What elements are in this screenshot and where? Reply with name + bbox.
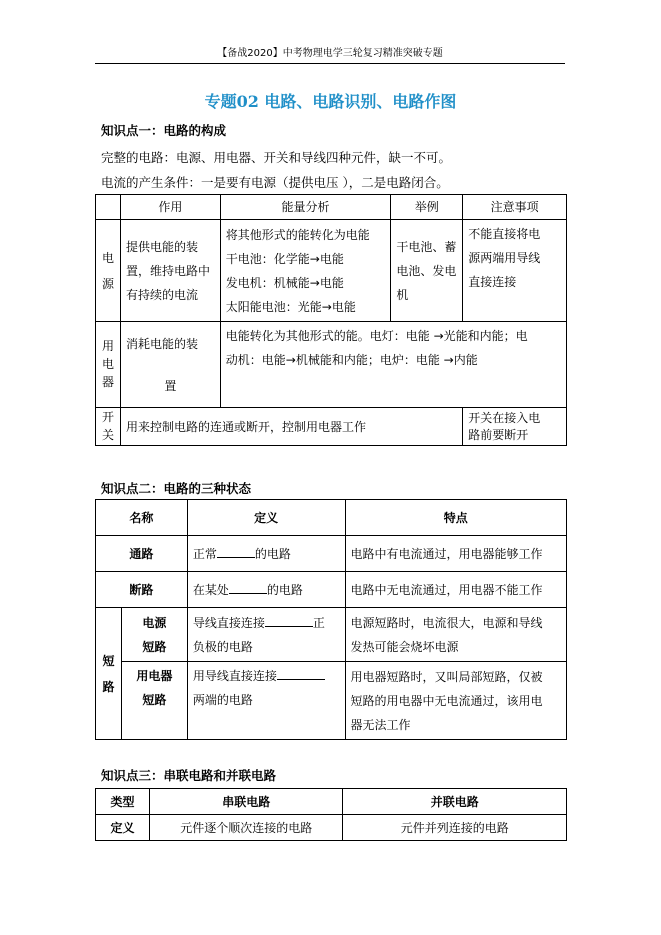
header-cell: 定义 [187,500,345,536]
name-open: 断路 [96,572,188,608]
row-label-short: 短路 [96,608,122,740]
row-label-switch: 开关 [96,408,121,446]
header-cell: 名称 [96,500,188,536]
source-function: 提供电能的装 置，维持电路中 有持续的电流 [121,220,221,322]
source-energy: 将其他形式的能转化为电能 干电池：化学能→电能 发电机：机械能→电能 太阳能电池：光能→电能 [220,220,391,322]
table-row-definition [96,815,567,841]
name-normal: 通路 [96,536,188,572]
table-row-device-short [96,662,567,740]
def-open: 在某处 的电路 [187,572,345,608]
table-header-row [96,789,567,815]
table-row-consumer [96,322,567,408]
circuit-components-table [95,194,567,446]
header-cell: 类型 [96,789,150,815]
table-row-open [96,572,567,608]
series-definition: 元件逐个顺次连接的电路 [149,815,343,841]
table-row-normal [96,536,567,572]
page-title: 专题02 电路、电路识别、电路作图 [204,92,457,111]
header-cell [96,195,121,220]
feature-open: 电路中无电流通过，用电器不能工作 [345,572,566,608]
consumer-function: 消耗电能的装 置 [121,322,221,408]
header-cell: 注意事项 [463,195,567,220]
def-normal: 正常 的电路 [187,536,345,572]
table-row-source [96,220,567,322]
kp2-heading: 知识点二：电路的三种状态 [101,481,252,496]
source-note: 不能直接将电 源两端用导线 直接连接 [463,220,567,322]
header-cell: 能量分析 [220,195,391,220]
row-label-source: 电源 [96,220,121,322]
circuit-states-table [95,499,567,740]
consumer-energy: 电能转化为其他形式的能。电灯：电能 →光能和内能；电 动机：电能→机械能和内能；电炉：电能 →内能 [220,322,566,408]
def-device-short: 用导线直接连接 两端的电路 [187,662,345,740]
kp1-heading: 知识点一：电路的构成 [101,123,227,138]
header-cell: 串联电路 [149,789,343,815]
parallel-definition: 元件并列连接的电路 [343,815,567,841]
series-parallel-table [95,788,567,841]
header-cell: 并联电路 [343,789,567,815]
table-header-row [96,500,567,536]
switch-function: 用来控制电路的连通或断开，控制用电器工作 [121,408,463,446]
name-device-short: 用电器 短路 [121,662,187,740]
header-cell: 举例 [391,195,463,220]
header-cell: 特点 [345,500,566,536]
kp1-paragraph-2: 电流的产生条件：一是要有电源（提供电压 ），二是电路闭合。 [101,175,449,190]
table-row-switch [96,408,567,446]
feature-normal: 电路中有电流通过，用电器能够工作 [345,536,566,572]
row-label-definition: 定义 [96,815,150,841]
source-example: 干电池、蓄 电池、发电 机 [391,220,463,322]
name-source-short: 电源 短路 [121,608,187,662]
def-source-short: 导线直接连接 正 负极的电路 [187,608,345,662]
feature-source-short: 电源短路时，电流很大，电源和导线 发热可能会烧坏电源 [345,608,566,662]
row-label-consumer: 用电器 [96,322,121,408]
table-row-source-short [96,608,567,662]
kp1-paragraph-1: 完整的电路：电源、用电器、开关和导线四种元件，缺一不可。 [101,150,452,165]
switch-note: 开关在接入电 路前要断开 [463,408,567,446]
page-header: 【备战2020】中考物理电学三轮复习精准突破专题 [95,44,565,64]
feature-device-short: 用电器短路时，又叫局部短路，仅被 短路的用电器中无电流通过，该用电 器无法工作 [345,662,566,740]
kp3-heading: 知识点三：串联电路和并联电路 [101,768,277,783]
header-cell: 作用 [121,195,221,220]
table-header-row [96,195,567,220]
